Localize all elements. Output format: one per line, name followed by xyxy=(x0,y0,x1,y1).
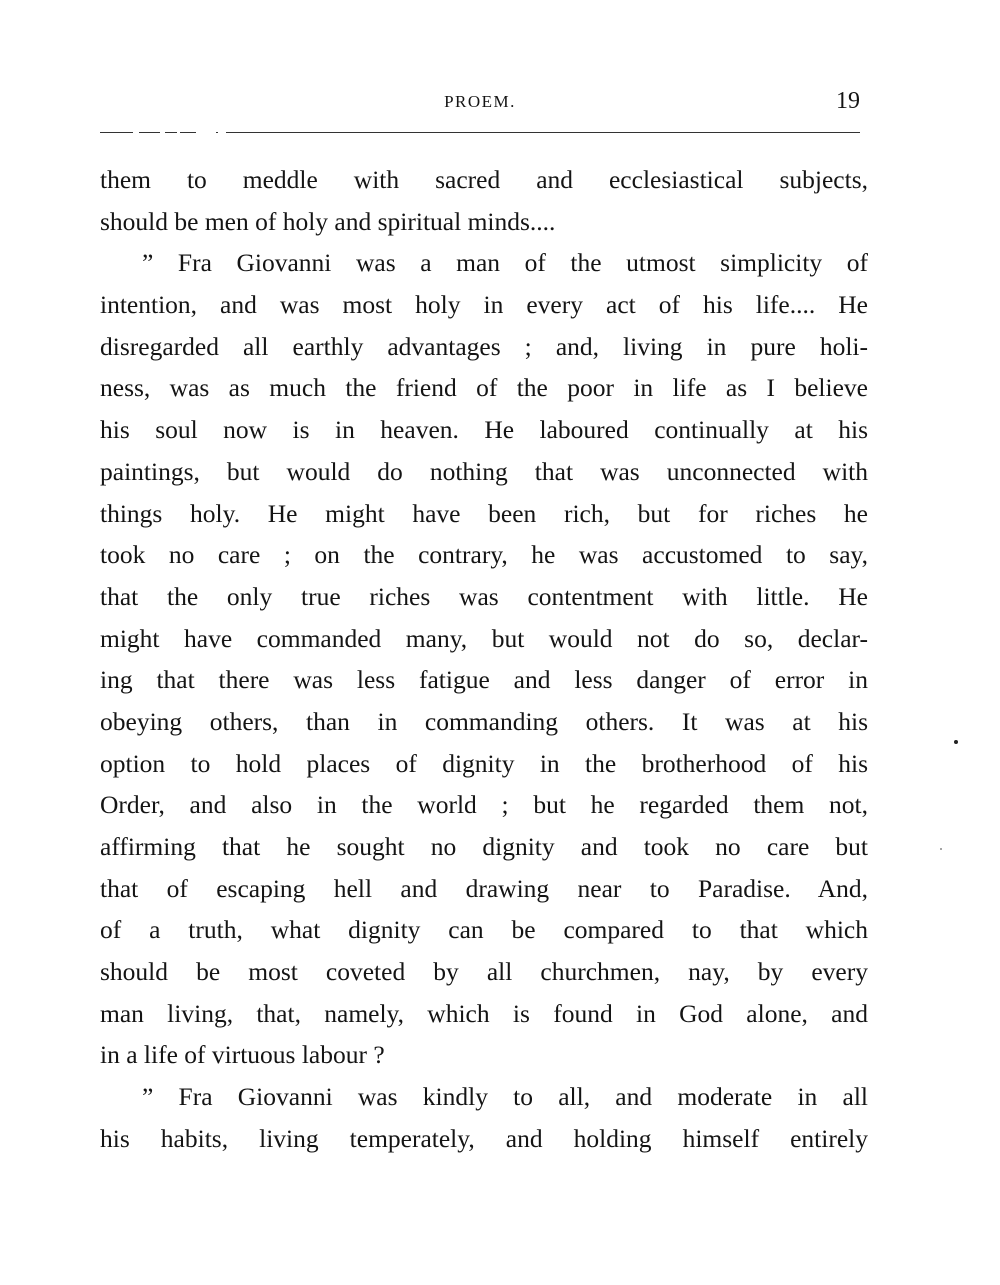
text-line: man living, that, namely, which is found in God alone, and xyxy=(100,998,868,1028)
paragraph-start-line: ” Fra Giovanni was a man of the utmost simplicity of xyxy=(142,248,868,278)
text-line: obeying others, than in commanding others. It was at his xyxy=(100,706,868,736)
text-line: that the only true riches was contentment with little. He xyxy=(100,581,868,611)
rule-gap xyxy=(196,130,216,135)
text-line: took no care ; on the contrary, he was accustomed to say, xyxy=(100,540,868,570)
text-line: things holy. He might have been rich, but for riches he xyxy=(100,498,868,528)
scan-speck xyxy=(954,740,958,744)
text-line: might have commanded many, but would not do so, declar- xyxy=(100,623,868,653)
text-line: of a truth, what dignity can be compared to that which xyxy=(100,915,868,945)
page-body xyxy=(100,159,868,1160)
text-line: Order, and also in the world ; but he regarded them not, xyxy=(100,790,868,820)
text-line: in a life of virtuous labour ? xyxy=(100,1040,385,1070)
text-line: his soul now is in heaven. He laboured continually at his xyxy=(100,415,868,445)
text-line: that of escaping hell and drawing near to Paradise. And, xyxy=(100,873,868,903)
running-head: PROEM. xyxy=(444,92,516,111)
text-line: should be most coveted by all churchmen, nay, by every xyxy=(100,957,868,987)
text-line: ing that there was less fatigue and less danger of error in xyxy=(100,665,868,695)
paragraph-start-line: ” Fra Giovanni was kindly to all, and moderate in all xyxy=(142,1082,868,1112)
text-line: intention, and was most holy in every act of his life.... He xyxy=(100,290,868,320)
rule-gap xyxy=(133,130,139,135)
text-line: affirming that he sought no dignity and took no care but xyxy=(100,832,868,861)
text-line: disregarded all earthly advantages ; and, living in pure holi- xyxy=(100,331,868,361)
rule-gap xyxy=(218,130,226,135)
page-number: 19 xyxy=(836,88,860,114)
text-line: option to hold places of dignity in the brotherhood of his xyxy=(100,748,868,778)
text-line: paintings, but would do nothing that was unconnected with xyxy=(100,456,868,486)
text-line: ness, was as much the friend of the poor in life as I believe xyxy=(100,373,868,403)
text-line: them to meddle with sacred and ecclesiastical subjects, xyxy=(100,165,868,194)
scan-speck xyxy=(940,848,942,850)
text-line: his habits, living temperately, and holding himself entirely xyxy=(100,1123,868,1153)
rule-gap xyxy=(160,130,165,135)
page-header xyxy=(100,88,860,118)
rule-gap xyxy=(177,130,180,135)
text-line: should be men of holy and spiritual minds.... xyxy=(100,206,556,236)
